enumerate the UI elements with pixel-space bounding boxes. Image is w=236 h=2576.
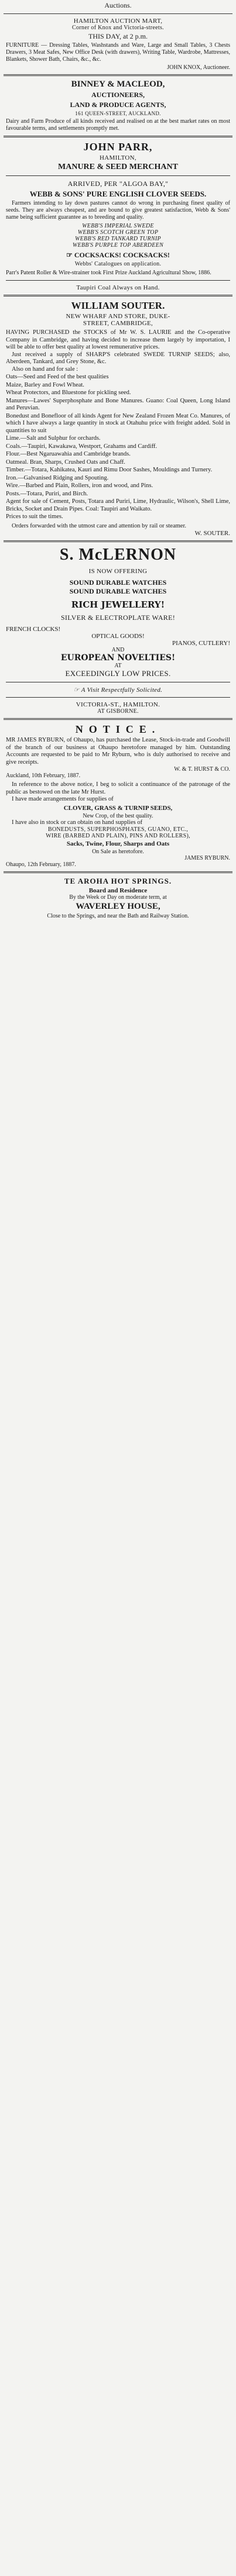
ad-heading: WILLIAM SOUTER. <box>71 300 165 311</box>
ad-role: AUCTIONEERS, <box>91 91 145 99</box>
ad-catalogue: Webbs' Catalogues on application. <box>74 261 162 267</box>
ad-paragraph-2: In reference to the above notice, I beg to solicit a continuance of the patronage of the public as bestowed on the late Mr Hurst. <box>6 781 230 795</box>
ad-offering: IS NOW OFFERING <box>88 568 148 575</box>
william-souter-ad <box>4 300 232 537</box>
divider <box>4 718 232 720</box>
ad-heading: BINNEY & MACLEOD, <box>71 80 165 89</box>
ad-optical: OPTICAL GOODS! <box>91 633 145 640</box>
ad-location: Close to the Springs, and near the Bath and Railway Station. <box>47 913 189 919</box>
ad-prices: EXCEEDINGLY LOW PRICES. <box>65 669 171 678</box>
ad-date-1: Auckland, 10th February, 1887. <box>6 773 81 779</box>
ad-paragraph-3: Also on hand and for sale : <box>12 365 78 373</box>
mclernon-ad <box>4 546 232 715</box>
divider <box>4 13 232 14</box>
ad-watches-2: SOUND DURABLE WATCHES <box>69 587 167 595</box>
ad-heading: TE AROHA HOT SPRINGS. <box>64 877 172 885</box>
ad-address: Corner of Knox and Victoria-streets. <box>72 25 164 31</box>
john-parr-ad <box>4 141 232 291</box>
ad-trade: MANURE & SEED MERCHANT <box>58 163 178 171</box>
list-item: Flour.—Best Ngaruawahia and Cambridge brands. <box>6 451 131 457</box>
ad-signature: W. SOUTER. <box>194 530 230 537</box>
binney-macleod-ad <box>4 80 232 132</box>
ad-visit: ☞ A Visit Respectfully Solicited. <box>73 687 163 694</box>
ad-at: AT <box>114 663 122 669</box>
ad-address-2: AT GISBORNE. <box>97 708 139 715</box>
ad-sale: On Sale as heretofore. <box>92 849 144 855</box>
list-item: Maize, Barley and Fowl Wheat. <box>6 381 84 388</box>
ad-cocksacks: ☞ COCKSACKS! COCKSACKS! <box>66 251 170 259</box>
hamilton-auction-ad <box>4 18 232 71</box>
ad-crop: New Crop, of the best quality. <box>83 812 153 819</box>
ad-address: 161 QUEEN-STREET, AUCKLAND. <box>75 111 161 116</box>
ad-manures: BONEDUSTS, SUPERPHOSPHATES, GUANO, ETC., <box>47 826 189 833</box>
ad-arrived: ARRIVED, PER "ALGOA BAY," <box>67 180 169 188</box>
ad-sacks: Sacks, Twine, Flour, Sharps and Oats <box>66 840 170 847</box>
ad-address-1: VICTORIA-ST., HAMILTON. <box>76 701 160 708</box>
list-item: Prices to suit the times. <box>6 513 63 520</box>
variety-4: WEBB'S PURPLE TOP ABERDEEN <box>72 242 164 249</box>
ad-date-2: Ohaupo, 12th February, 1887. <box>6 861 76 868</box>
ad-signature-2: JAMES RYBURN. <box>184 855 230 861</box>
ad-address-2: STREET, CAMBRIDGE, <box>83 320 153 327</box>
divider <box>4 136 232 137</box>
ad-paragraph-1: MR JAMES RYBURN, of Ohaupo, has purchased the Lease, Stock-in-trade and Goodwill of the branch of our business at Ohaupo heretofore managed by him. Outstanding Accounts are requested to be paid to Mr Ryburn, who is duly authorised to receive and give receipts. <box>6 737 230 765</box>
ad-paragraph-1: HAVING PURCHASED the STOCKS of Mr W. S. LAURIE and the Co-operative Company in Cambridge, and having decided to increase them largely by importation, I will be able to offer best quality at lowest remunerative prices. <box>6 329 230 350</box>
ad-terms: By the Week or Day on moderate term, at <box>69 894 167 901</box>
list-item: Posts.—Totara, Puriri, and Birch. <box>6 490 88 497</box>
ad-time: THIS DAY, at 2 p.m. <box>88 32 148 40</box>
ad-wire: WIRE (BARBED AND PLAIN), PINS AND ROLLERS), <box>46 833 190 839</box>
ad-paragraph-3: I have made arrangements for supplies of <box>12 796 114 802</box>
list-item: Oats—Seed and Feed of the best qualities <box>6 374 109 380</box>
ad-heading: JOHN PARR, <box>83 141 153 153</box>
ad-signature: JOHN KNOX, Auctioneer. <box>167 64 230 71</box>
ad-paragraph-5: I have also in stock or can obtain on hand supplies of <box>12 819 143 826</box>
ad-jewellery: RICH JEWELLERY! <box>71 599 165 610</box>
ad-paragraph-2: Just received a supply of SHARP'S celebrated SWEDE TURNIP SEEDS; also, Aberdeen, Tankard, and Grey Stone, &c. <box>6 351 230 365</box>
ad-body: Farmers intending to lay down pastures cannot do wrong in purchasing finest quality of seeds. They are always cheapest, and are bound to give greatest satisfaction, Webb & Sons' name being sufficient guarantee as to breeding and quality. <box>6 200 230 220</box>
divider <box>4 540 232 542</box>
ad-board: Board and Residence <box>88 887 148 894</box>
divider <box>6 175 230 176</box>
divider <box>6 697 230 698</box>
ad-body: FURNITURE — Dressing Tables, Washstands and Ware, Large and Small Tables, 3 Chests Drawers, 3 Meat Safes, New Office Desk (with drawers), Writing Table, Wardrobe, Mattresses, Blankets, Shower Bath, Chairs, &c., &c. <box>6 42 230 63</box>
divider <box>4 871 232 873</box>
ad-plate: SILVER & ELECTROPLATE WARE! <box>60 613 176 622</box>
list-item: Wire.—Barbed and Plain, Rollers, iron and wood, and Pins. <box>6 482 153 489</box>
ad-pianos: PIANOS, CUTLERY! <box>172 640 230 647</box>
list-item: Coals.—Taupiri, Kawakawa, Westport, Grahams and Cardiff. <box>6 443 158 450</box>
variety-3: WEBB'S RED TANKARD TURNIP <box>75 236 161 242</box>
divider <box>4 74 232 76</box>
list-item: Wheat Protectors, and Bluestone for pickling seed. <box>6 389 131 396</box>
ad-signature-1: W. & T. HURST & CO. <box>174 766 230 773</box>
ad-house: WAVERLEY HOUSE, <box>76 902 160 911</box>
list-item: Manures—Lawes' Superphosphate and Bone Manures. Guano: Coal Queen, Long Island and Peruvian. <box>6 397 230 411</box>
te-aroha-ad <box>4 877 232 919</box>
ad-coal: Taupiri Coal Always on Hand. <box>76 284 160 291</box>
ad-heading: HAMILTON AUCTION MART, <box>73 18 163 25</box>
variety-1: WEBB'S IMPERIAL SWEDE <box>82 223 154 229</box>
list-item: Bonedust and Bonefloor of all kinds Agent for New Zealand Frozen Meat Co. Manures, of which I have always a large quantity in stock at Otahuhu price with freight added. Sold in quantities to suit <box>6 412 230 434</box>
ad-and: AND <box>111 647 125 653</box>
ad-heading: NOTICE. <box>75 723 161 735</box>
ad-seeds: CLOVER, GRASS & TURNIP SEEDS, <box>63 804 173 812</box>
notice-ad <box>4 723 232 868</box>
ad-address-1: NEW WHARF AND STORE, DUKE- <box>66 313 170 320</box>
ad-heading: S. McLERNON <box>59 546 177 564</box>
list-item: Agent for sale of Cement, Posts, Totara and Puriri, Lime, Hydraulic, Wilson's, Shell Lime, Bricks, Socket and Drain Pipes. Coal: Taupiri and Waikato. <box>6 498 230 512</box>
divider <box>6 280 230 281</box>
list-item: Oatmeal. Bran, Sharps, Crushed Oats and Chaff. <box>6 458 125 465</box>
ad-novelties: EUROPEAN NOVELTIES! <box>60 653 176 663</box>
section-title: Auctions. <box>104 1 132 9</box>
ad-paragraph-4: Orders forwarded with the utmost care and attention by rail or steamer. <box>12 522 186 529</box>
ad-town: HAMILTON, <box>100 154 136 161</box>
newspaper-column <box>4 1 232 2576</box>
ad-seeds: WEBB & SONS' PURE ENGLISH CLOVER SEEDS. <box>29 189 207 198</box>
ad-agents: LAND & PRODUCE AGENTS, <box>70 101 166 109</box>
ad-body: Dairy and Farm Produce of all kinds received and realised on at the best market rates on most favourable terms, and settlements promptly met. <box>6 118 230 132</box>
list-item: Iron.—Galvanised Ridging and Spouting. <box>6 474 109 481</box>
divider <box>4 295 232 296</box>
list-item: Lime.—Salt and Sulphur for orchards. <box>6 435 101 442</box>
ad-clocks: FRENCH CLOCKS! <box>6 626 61 633</box>
list-item: Timber.—Totara, Kahikatea, Kauri and Rimu Door Sashes, Mouldings and Turnery. <box>6 467 213 473</box>
ad-strainer: Parr's Patent Roller & Wire-strainer took First Prize Auckland Agricultural Show, 1886. <box>6 270 211 276</box>
variety-2: WEBB'S SCOTCH GREEN TOP <box>77 229 159 236</box>
ad-watches-1: SOUND DURABLE WATCHES <box>69 578 167 587</box>
